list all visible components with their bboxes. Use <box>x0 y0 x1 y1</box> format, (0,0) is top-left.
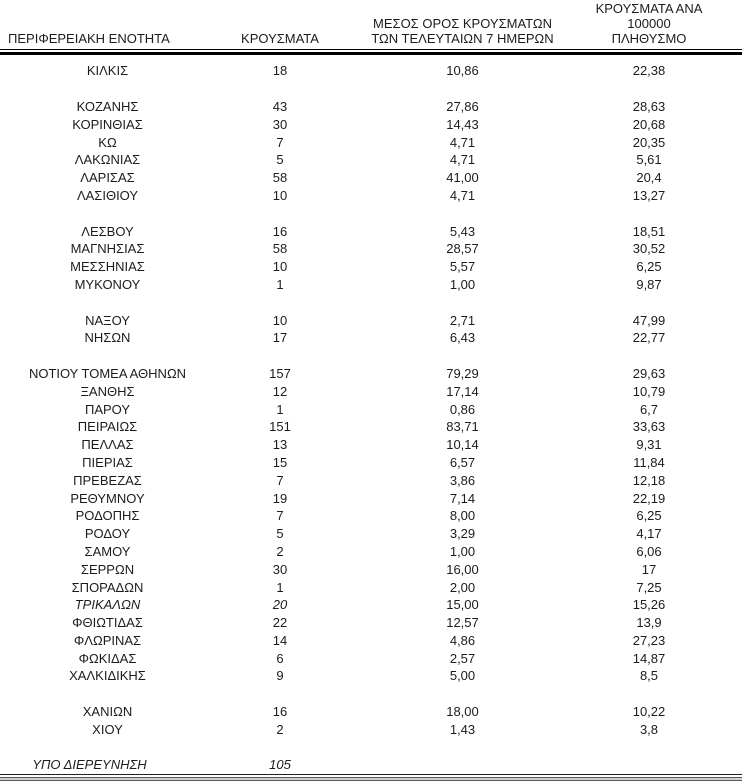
table-row <box>0 418 742 436</box>
table-row <box>0 258 742 276</box>
avg7-cell: 15,00 <box>446 597 479 613</box>
col-header-avg-7day-line1: ΜΕΣΟΣ ΟΡΟΣ ΚΡΟΥΣΜΑΤΩΝ <box>373 16 552 31</box>
avg7-cell: 8,00 <box>449 508 476 524</box>
table-row <box>0 507 742 525</box>
cases-cell: 6 <box>276 650 284 666</box>
avg7-cell: 17,14 <box>446 383 479 399</box>
table-row <box>0 525 742 543</box>
region-name-cell: ΝΗΣΩΝ <box>84 330 131 346</box>
per100k-cell: 22,19 <box>632 490 666 506</box>
avg7-cell: 4,71 <box>449 134 476 150</box>
per100k-cell: 3,8 <box>639 721 659 737</box>
per100k-cell: 6,7 <box>639 401 659 417</box>
region-name-cell: ΚΩ <box>98 134 117 150</box>
avg7-cell: 5,00 <box>449 668 476 684</box>
per100k-cell: 20,4 <box>636 170 662 186</box>
per100k-cell: 47,99 <box>632 312 666 328</box>
per100k-cell: 18,51 <box>632 223 666 239</box>
per100k-cell: 14,87 <box>632 650 666 666</box>
per100k-cell: 8,5 <box>639 668 659 684</box>
table-row <box>0 756 742 774</box>
region-name-cell: ΡΕΘΥΜΝΟΥ <box>70 490 145 506</box>
avg7-cell: 7,14 <box>449 490 476 506</box>
cases-cell: 18 <box>272 63 288 79</box>
region-name-cell: ΚΙΛΚΙΣ <box>86 63 129 79</box>
per100k-cell: 15,26 <box>632 597 666 613</box>
cases-cell: 10 <box>272 187 288 203</box>
bottom-rule-band <box>0 777 742 781</box>
cases-cell: 17 <box>272 330 288 346</box>
table-row <box>0 311 742 329</box>
avg7-cell: 10,86 <box>446 63 479 79</box>
cases-cell: 151 <box>269 419 291 435</box>
per100k-cell: 7,25 <box>636 579 662 595</box>
region-name-cell: ΣΠΟΡΑΔΩΝ <box>71 579 144 595</box>
region-name-cell: ΣΑΜΟΥ <box>84 543 131 559</box>
avg7-cell: 2,57 <box>449 650 476 666</box>
cases-cell: 9 <box>276 668 284 684</box>
region-name-cell: ΚΟΡΙΝΘΙΑΣ <box>72 116 143 132</box>
region-name-cell: ΛΕΣΒΟΥ <box>81 223 134 239</box>
region-name-cell: ΠΡΕΒΕΖΑΣ <box>73 472 142 488</box>
table-row <box>0 703 742 721</box>
col-header-regional-unit: ΠΕΡΙΦΕΡΕΙΑΚΗ ΕΝΟΤΗΤΑ <box>8 31 170 46</box>
per100k-cell: 13,27 <box>632 187 666 203</box>
avg7-cell: 1,00 <box>449 276 476 292</box>
region-name-cell: ΜΕΣΣΗΝΙΑΣ <box>70 259 145 275</box>
avg7-cell: 2,00 <box>449 579 476 595</box>
avg7-cell: 4,71 <box>449 152 476 168</box>
per100k-cell: 20,68 <box>632 116 666 132</box>
table-row <box>0 151 742 169</box>
cases-cell: 13 <box>272 437 288 453</box>
col-header-cases: ΚΡΟΥΣΜΑΤΑ <box>241 31 319 46</box>
region-name-cell: ΦΛΩΡΙΝΑΣ <box>73 632 142 648</box>
avg7-cell: 6,43 <box>449 330 476 346</box>
region-name-cell: ΝΑΞΟΥ <box>85 312 130 328</box>
table-row <box>0 115 742 133</box>
avg7-cell: 16,00 <box>446 561 479 577</box>
cases-cell: 12 <box>272 383 288 399</box>
table-row <box>0 382 742 400</box>
region-name-cell: ΜΑΓΝΗΣΙΑΣ <box>70 241 145 257</box>
avg7-cell: 18,00 <box>446 704 479 720</box>
cases-cell: 58 <box>272 241 288 257</box>
per100k-cell: 6,25 <box>636 508 662 524</box>
table-row <box>0 169 742 187</box>
per100k-cell: 9,31 <box>636 437 662 453</box>
avg7-cell: 27,86 <box>446 98 479 114</box>
per100k-cell: 10,79 <box>632 383 666 399</box>
per100k-cell: 12,18 <box>632 472 666 488</box>
region-name-cell: ΤΡΙΚΑΛΩΝ <box>74 597 141 613</box>
avg7-cell: 79,29 <box>446 365 479 381</box>
table-row <box>0 133 742 151</box>
table-row <box>0 471 742 489</box>
table-row <box>0 632 742 650</box>
per100k-cell: 10,22 <box>632 704 666 720</box>
row-gap <box>0 685 742 703</box>
region-name-cell: ΜΥΚΟΝΟΥ <box>74 276 141 292</box>
table-row <box>0 436 742 454</box>
table-body <box>0 55 742 774</box>
per100k-cell: 29,63 <box>632 365 666 381</box>
table-row <box>0 222 742 240</box>
per100k-cell: 9,87 <box>636 276 662 292</box>
table-row <box>0 276 742 294</box>
row-gap <box>0 293 742 311</box>
per100k-cell: 17 <box>641 561 657 577</box>
per100k-cell: 5,61 <box>636 152 662 168</box>
table-row <box>0 489 742 507</box>
table-row <box>0 667 742 685</box>
cases-cell: 1 <box>276 401 284 417</box>
table-row <box>0 62 742 80</box>
per100k-cell: 27,23 <box>632 632 666 648</box>
table-row <box>0 578 742 596</box>
col-header-avg-7day-line2: ΤΩΝ ΤΕΛΕΥΤΑΙΩΝ 7 ΗΜΕΡΩΝ <box>371 31 554 46</box>
cases-cell: 105 <box>269 757 291 773</box>
cases-cell: 10 <box>272 259 288 275</box>
cases-cell: 5 <box>276 526 284 542</box>
cases-cell: 7 <box>276 134 284 150</box>
col-header-per-100000-line1: ΚΡΟΥΣΜΑΤΑ ΑΝΑ 100000 <box>595 1 703 31</box>
avg7-cell: 41,00 <box>446 170 479 186</box>
table-header-row <box>0 0 742 49</box>
cases-cell: 20 <box>272 597 288 613</box>
avg7-cell: 4,71 <box>449 187 476 203</box>
avg7-cell: 5,43 <box>449 223 476 239</box>
region-name-cell: ΛΑΡΙΣΑΣ <box>80 170 135 186</box>
avg7-cell: 3,29 <box>449 526 476 542</box>
region-name-cell: ΛΑΚΩΝΙΑΣ <box>74 152 141 168</box>
table-row <box>0 454 742 472</box>
table-row <box>0 400 742 418</box>
avg7-cell: 1,43 <box>449 721 476 737</box>
cases-cell: 1 <box>276 276 284 292</box>
region-name-cell: ΦΘΙΩΤΙΔΑΣ <box>72 615 143 631</box>
per100k-cell: 22,77 <box>632 330 666 346</box>
per100k-cell: 20,35 <box>632 134 666 150</box>
table-row <box>0 720 742 738</box>
avg7-cell: 3,86 <box>449 472 476 488</box>
cases-cell: 43 <box>272 98 288 114</box>
region-name-cell: ΠΕΙΡΑΙΩΣ <box>77 419 138 435</box>
region-name-cell: ΚΟΖΑΝΗΣ <box>76 98 139 114</box>
region-name-cell: ΠΑΡΟΥ <box>84 401 131 417</box>
table-row <box>0 543 742 561</box>
table-row <box>0 596 742 614</box>
table-row <box>0 240 742 258</box>
per100k-cell: 4,17 <box>636 526 662 542</box>
region-name-cell: ΧΑΝΙΩΝ <box>82 704 133 720</box>
row-gap <box>0 80 742 98</box>
avg7-cell: 0,86 <box>449 401 476 417</box>
cases-cell: 16 <box>272 704 288 720</box>
table-row <box>0 649 742 667</box>
per100k-cell: 33,63 <box>632 419 666 435</box>
row-gap <box>0 204 742 222</box>
cases-cell: 10 <box>272 312 288 328</box>
per100k-cell: 28,63 <box>632 98 666 114</box>
row-gap <box>0 347 742 365</box>
avg7-cell: 83,71 <box>446 419 479 435</box>
avg7-cell: 10,14 <box>446 437 479 453</box>
per100k-cell: 11,84 <box>633 454 665 470</box>
cases-cell: 5 <box>276 152 284 168</box>
region-name-cell: ΧΑΛΚΙΔΙΚΗΣ <box>69 668 146 684</box>
cases-cell: 19 <box>272 490 288 506</box>
row-gap <box>0 738 742 756</box>
table-row <box>0 560 742 578</box>
region-name-cell: ΦΩΚΙΔΑΣ <box>78 650 137 666</box>
cases-cell: 7 <box>276 472 284 488</box>
cases-cell: 2 <box>276 721 284 737</box>
table-row <box>0 329 742 347</box>
cases-cell: 7 <box>276 508 284 524</box>
cases-cell: 22 <box>272 615 288 631</box>
region-name-cell: ΥΠΟ ΔΙΕΡΕΥΝΗΣΗ <box>32 757 147 773</box>
col-header-per-100000 <box>580 1 742 46</box>
region-name-cell: ΣΕΡΡΩΝ <box>80 561 135 577</box>
avg7-cell: 4,86 <box>449 632 476 648</box>
per100k-cell: 13,9 <box>636 615 662 631</box>
avg7-cell: 2,71 <box>449 312 476 328</box>
cases-cell: 30 <box>272 116 288 132</box>
cases-cell: 58 <box>272 170 288 186</box>
cases-cell: 15 <box>272 454 288 470</box>
col-header-avg-7day <box>345 16 580 46</box>
region-name-cell: ΛΑΣΙΘΙΟΥ <box>76 187 139 203</box>
cases-cell: 1 <box>276 579 284 595</box>
region-name-cell: ΠΕΛΛΑΣ <box>81 437 134 453</box>
col-header-per-100000-line2: ΠΛΗΘΥΣΜΟ <box>611 31 687 46</box>
cases-cell: 2 <box>276 543 284 559</box>
avg7-cell: 14,43 <box>446 116 479 132</box>
table-row <box>0 98 742 116</box>
table-row <box>0 187 742 205</box>
region-name-cell: ΞΑΝΘΗΣ <box>80 383 135 399</box>
region-name-cell: ΝΟΤΙΟΥ ΤΟΜΕΑ ΑΘΗΝΩΝ <box>28 365 187 381</box>
region-name-cell: ΡΟΔΟΠΗΣ <box>75 508 140 524</box>
table-row <box>0 614 742 632</box>
table-row <box>0 365 742 383</box>
avg7-cell: 5,57 <box>449 259 476 275</box>
avg7-cell: 12,57 <box>446 615 479 631</box>
region-name-cell: ΧΙΟΥ <box>92 721 123 737</box>
avg7-cell: 6,57 <box>449 454 476 470</box>
region-name-cell: ΠΙΕΡΙΑΣ <box>82 454 133 470</box>
cases-cell: 157 <box>269 365 291 381</box>
avg7-cell: 1,00 <box>449 543 476 559</box>
cases-cell: 30 <box>272 561 288 577</box>
cases-cell: 14 <box>272 632 288 648</box>
per100k-cell: 30,52 <box>632 241 666 257</box>
per100k-cell: 6,06 <box>636 543 662 559</box>
per100k-cell: 6,25 <box>636 259 662 275</box>
avg7-cell: 28,57 <box>446 241 479 257</box>
cases-cell: 16 <box>272 223 288 239</box>
per100k-cell: 22,38 <box>632 63 666 79</box>
region-name-cell: ΡΟΔΟΥ <box>84 526 131 542</box>
